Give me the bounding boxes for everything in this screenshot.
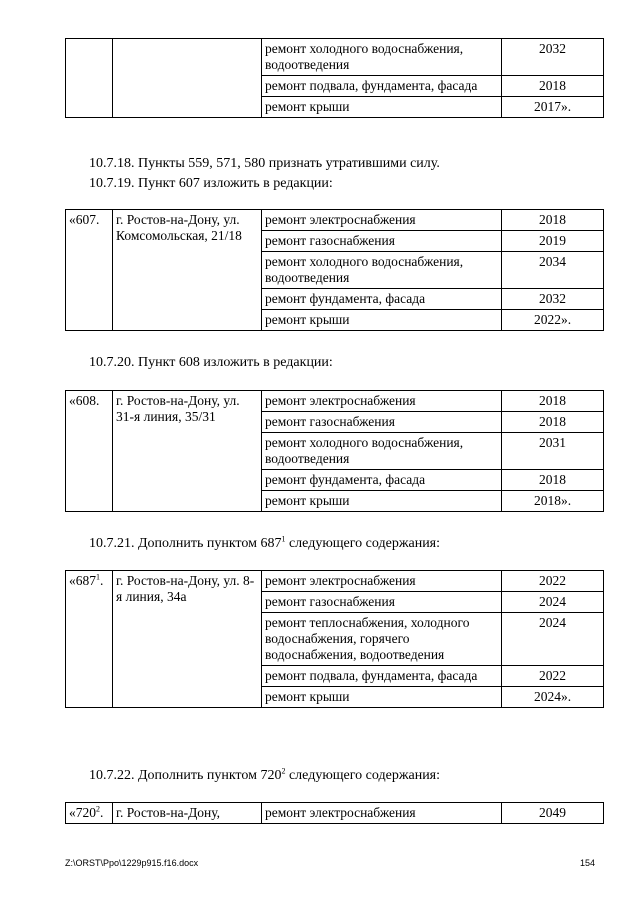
year-cell: 2024».: [502, 687, 604, 708]
superscript: 1: [281, 534, 286, 544]
superscript: 2: [281, 766, 286, 776]
work-cell: ремонт газоснабжения: [262, 231, 502, 252]
work-cell: ремонт крыши: [262, 687, 502, 708]
item-number-text: «687: [69, 573, 96, 588]
year-cell: 2018».: [502, 491, 604, 512]
paragraph-text: следующего содержания:: [285, 536, 441, 551]
paragraph-10-7-19: 10.7.19. Пункт 607 изложить в редакции:: [89, 176, 333, 191]
work-cell: ремонт теплоснабжения, холодного водоснабжения, горячего водоснабжения, водоотведения: [262, 613, 502, 666]
paragraph-10-7-21: [89, 535, 440, 553]
year-cell: 2018: [502, 412, 604, 433]
year-cell: 2019: [502, 231, 604, 252]
work-cell: ремонт крыши: [262, 97, 502, 118]
year-cell: 2018: [502, 391, 604, 412]
year-cell: 2031: [502, 433, 604, 470]
table-item-720-2: [65, 802, 604, 824]
work-cell: ремонт холодного водоснабжения, водоотведения: [262, 433, 502, 470]
year-cell: 2049: [502, 803, 604, 824]
table-item-608: [65, 390, 604, 512]
superscript: 1: [96, 572, 100, 582]
address-cell: г. Ростов-на-Дону, ул. Комсомольская, 21/18: [113, 210, 262, 331]
paragraph-text: 10.7.22. Дополнить пунктом 720: [89, 768, 282, 783]
work-cell: ремонт подвала, фундамента, фасада: [262, 76, 502, 97]
paragraph-10-7-18: 10.7.18. Пункты 559, 571, 580 признать утратившими силу.: [89, 156, 440, 171]
work-cell: ремонт электроснабжения: [262, 210, 502, 231]
paragraph-10-7-20: 10.7.20. Пункт 608 изложить в редакции:: [89, 355, 333, 370]
item-number: [66, 571, 113, 708]
year-cell: 2022».: [502, 310, 604, 331]
item-number: «608.: [66, 391, 113, 512]
item-number-dot: .: [100, 805, 104, 820]
work-cell: ремонт фундамента, фасада: [262, 470, 502, 491]
item-number-text: «720: [69, 805, 96, 820]
year-cell: 2022: [502, 666, 604, 687]
footer-file-path: Z:\ORST\Ppo\1229p915.f16.docx: [65, 858, 199, 868]
work-cell: ремонт фундамента, фасада: [262, 289, 502, 310]
footer-page-number: 154: [579, 858, 595, 868]
year-cell: 2022: [502, 571, 604, 592]
work-cell: ремонт электроснабжения: [262, 571, 502, 592]
table-item-687-1: [65, 570, 604, 708]
work-cell: ремонт подвала, фундамента, фасада: [262, 666, 502, 687]
work-cell: ремонт газоснабжения: [262, 592, 502, 613]
year-cell: 2032: [502, 39, 604, 76]
paragraph-text: 10.7.21. Дополнить пунктом 687: [89, 536, 282, 551]
year-cell: 2018: [502, 470, 604, 491]
item-number-dot: .: [100, 573, 104, 588]
year-cell: 2018: [502, 210, 604, 231]
work-cell: ремонт холодного водоснабжения, водоотведения: [262, 39, 502, 76]
num-cell: [66, 39, 113, 118]
year-cell: 2018: [502, 76, 604, 97]
table-item-607: [65, 209, 604, 331]
item-number: «607.: [66, 210, 113, 331]
year-cell: 2024: [502, 592, 604, 613]
work-cell: ремонт холодного водоснабжения, водоотведения: [262, 252, 502, 289]
work-cell: ремонт электроснабжения: [262, 391, 502, 412]
work-cell: ремонт крыши: [262, 310, 502, 331]
address-cell: г. Ростов-на-Дону,: [113, 803, 262, 824]
year-cell: 2017».: [502, 97, 604, 118]
work-cell: ремонт крыши: [262, 491, 502, 512]
work-cell: ремонт электроснабжения: [262, 803, 502, 824]
address-cell: г. Ростов-на-Дону, ул. 31-я линия, 35/31: [113, 391, 262, 512]
year-cell: 2024: [502, 613, 604, 666]
item-number: [66, 803, 113, 824]
address-cell: г. Ростов-на-Дону, ул. 8-я линия, 34а: [113, 571, 262, 708]
table-continuation: [65, 38, 604, 118]
address-cell: [113, 39, 262, 118]
year-cell: 2034: [502, 252, 604, 289]
year-cell: 2032: [502, 289, 604, 310]
paragraph-text: следующего содержания:: [285, 768, 441, 783]
work-cell: ремонт газоснабжения: [262, 412, 502, 433]
paragraph-10-7-22: [89, 767, 440, 785]
superscript: 2: [96, 804, 100, 814]
